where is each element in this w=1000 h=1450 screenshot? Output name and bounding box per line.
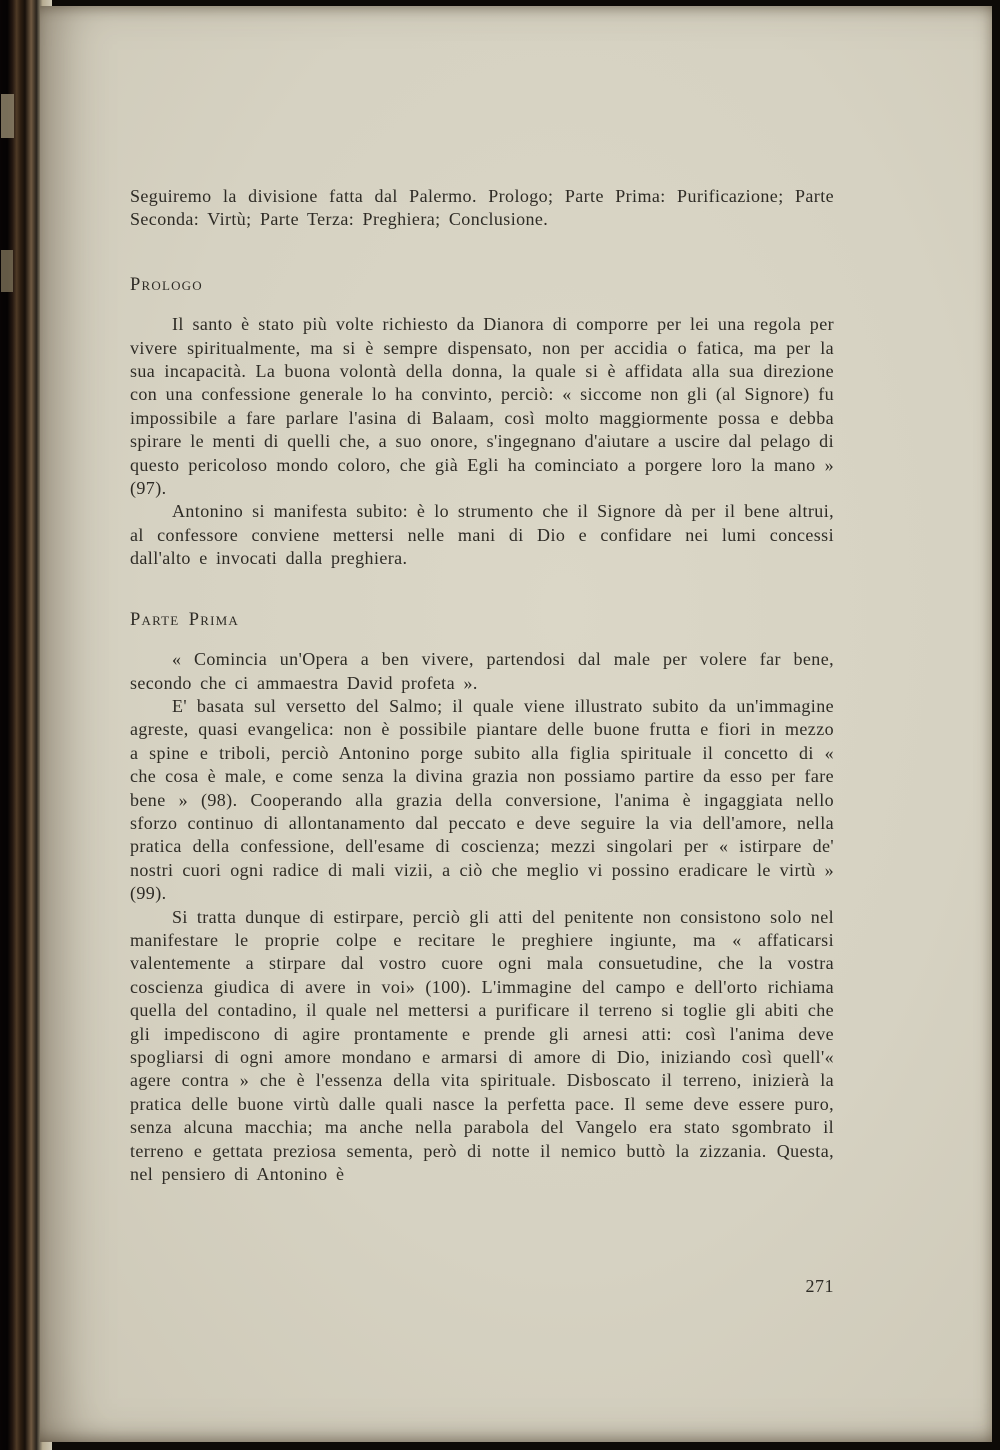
- page-edge-mark: [1, 250, 13, 292]
- section-heading-prologo: Prologo: [130, 274, 203, 295]
- book-page: [40, 6, 992, 1442]
- paragraph: Il santo è stato più volte richiesto da Dianora di comporre per lei una regola per vivere spiritualmente, ma si è sempre dispensato, non per accidia o fatica, ma per la sua incapacità. La buona volontà della donna, la quale si è affidata alla sua direzione con una confessione generale lo ha convinto, perciò: « siccome non gli (al Signore) fu impossibile a fare parlare l'asina di Balaam, così molto maggiormente possa e debba spirare le menti di quelli che, a suo onore, s'ingegnano d'aiutare a uscire dal pelago di questo pericoloso mondo coloro, che già Egli ha cominciato a porgere loro la mano » (97).: [130, 314, 834, 499]
- paragraph: Si tratta dunque di estirpare, perciò gli atti del penitente non consistono solo nel manifestare le proprie colpe e recitare le preghiere ingiunte, ma « affaticarsi valentemente a stirpare dal vostro cuore ogni mala consuetudine, che la vostra coscienza giudica di avere in voi» (100). L'immagine del campo e dell'orto richiama quella del contadino, il quale nel mettersi a purificare il terreno si toglie gli abiti che gli impediscono di agire prontamente e prende gli arnesi atti: così l'anima deve spogliarsi di ogni amore mondano e armarsi di amore di Dio, iniziando così quell'« agere contra » che è l'essenza della vita spirituale. Disboscato il terreno, inizierà la pratica delle buone virtù dalle quali nasce la perfetta pace. Il seme deve essere puro, senza alcuna macchia; ma anche nella parabola del Vangelo era stato sgombrato il terreno e gettata preziosa sementa, però di notte il nemico buttò la zizzania. Questa, nel pensiero di Antonino è: [130, 906, 834, 1185]
- paragraph: E' basata sul versetto del Salmo; il quale viene illustrato subito da un'immagine agreste, quasi evangelica: non è possibile piantare delle buone frutta e fiori in mezzo a spine e triboli, perciò Antonino porge subito alla figlia spirituale il concetto di « che cosa è male, e come senza la divina grazia non possiamo partire da esso per fare bene » (98). Cooperando alla grazia della conversione, l'anima è ingaggiata nello sforzo continuo di allontanamento dal peccato e deve seguire la via dell'amore, nella pratica della confessione, dell'esame di coscienza; mezzi singolari per « istirpare de' nostri cuori ogni radice di mali vizii, a ciò che meglio vi possino eradicare le virtù » (99).: [130, 695, 834, 904]
- intro-paragraph: Seguiremo la divisione fatta dal Palermo. Prologo; Parte Prima: Purificazione; Parte Seconda: Virtù; Parte Terza: Preghiera; Conclusione.: [130, 186, 834, 230]
- paragraph: Antonino si manifesta subito: è lo strumento che il Signore dà per il bene altrui, al confessore conviene mettersi nelle mani di Dio e confidare nei lumi concessi dall'alto e invocati dalla preghiera.: [130, 501, 834, 569]
- page-content: [130, 6, 834, 1186]
- page-edge-mark: [1, 94, 14, 138]
- quote-paragraph: « Comincia un'Opera a ben vivere, partendosi dal male per volere far bene, secondo che ci ammaestra David profeta ».: [130, 649, 834, 693]
- section-heading-parte-prima: Parte Prima: [130, 609, 240, 630]
- page-number: 271: [805, 1276, 834, 1296]
